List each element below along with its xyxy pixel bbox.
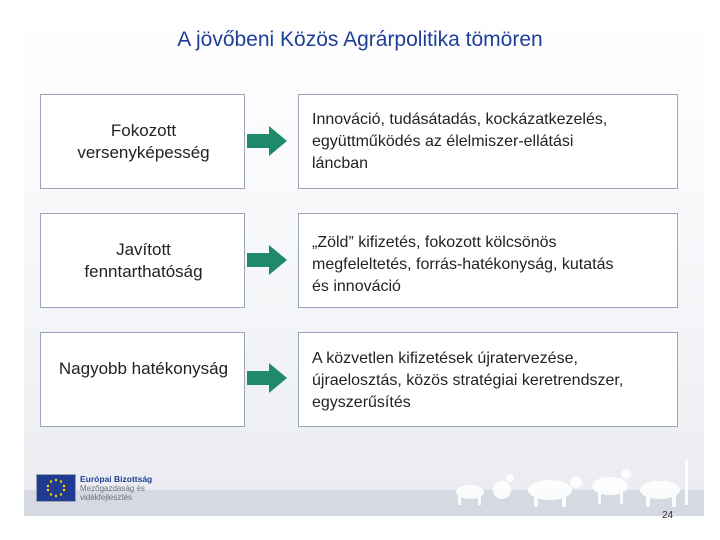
eu-commission-label [80, 475, 220, 502]
dept-line-1: Mezőgazdaság és [80, 484, 145, 493]
row-1-left-label: Fokozott versenyképesség [77, 121, 210, 162]
dept-line-2: vidékfejlesztés [80, 493, 133, 502]
page-number: 24 [662, 510, 674, 521]
slide-title: A jövőbeni Közös Agrárpolitika tömören [177, 28, 543, 51]
arrow-right-icon [247, 245, 287, 275]
arrow-right-icon [247, 363, 287, 393]
row-2-right-text: „Zöld” kifizetés, fokozott kölcsönös megfeleltetés, forrás-hatékonyság, kutatás és innováció [312, 234, 614, 295]
row-2-left-label: Javított fenntarthatóság [84, 240, 203, 281]
org-name: Európai Bizottság [80, 474, 153, 484]
farm-animals-illustration [440, 440, 700, 510]
arrow-right-icon [247, 126, 287, 156]
row-3-left-label: Nagyobb hatékonyság [58, 359, 229, 378]
row-1-right-text: Innováció, tudásátadás, kockázatkezelés, együttműködés az élelmiszer-ellátási láncban [312, 111, 608, 172]
row-3-right-text: A közvetlen kifizetések újratervezése, újraelosztás, közös stratégiai keretrendszer, egyszerűsítés [312, 350, 624, 411]
eu-flag-logo [36, 474, 76, 502]
